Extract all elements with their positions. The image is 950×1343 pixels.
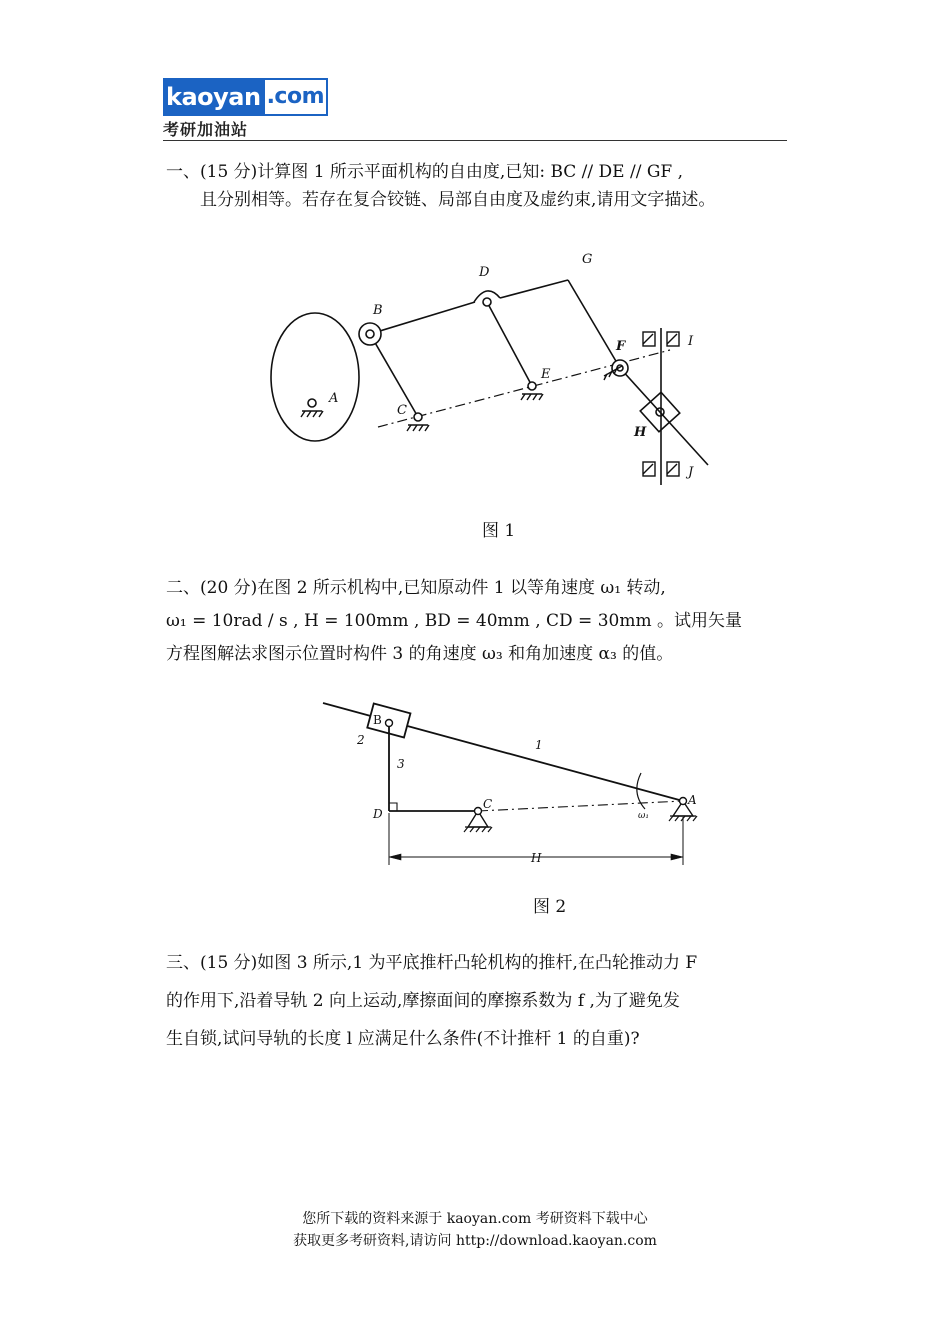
question-1	[166, 158, 786, 214]
label-f: F	[616, 339, 626, 354]
joint-c	[475, 808, 482, 815]
joint-c	[414, 413, 422, 421]
question-3-line-2: 的作用下,沿着导轨 2 向上运动,摩擦面间的摩擦系数为 f ,为了避免发	[166, 991, 680, 1011]
label-i: I	[688, 334, 694, 349]
joint-a	[680, 798, 687, 805]
figure-2-caption: 图 2	[533, 897, 567, 917]
link-bd	[370, 302, 475, 334]
header-divider	[163, 140, 787, 141]
logo-kaoyan-text: kaoyan	[163, 78, 263, 116]
link-fj	[620, 368, 708, 465]
label-g: G	[582, 252, 593, 267]
label-h: H	[634, 425, 647, 440]
joint-b-inner	[366, 330, 374, 338]
link-de	[487, 302, 532, 386]
question-3-line-3: 生自锁,试问导轨的长度 l 应满足什么条件(不计推杆 1 的自重)?	[166, 1029, 640, 1049]
label-d: D	[373, 807, 383, 821]
figure-1-mechanism	[260, 240, 720, 500]
question-2-line-3: 方程图解法求图示位置时构件 3 的角速度 ω₃ 和角加速度 α₃ 的值。	[166, 644, 674, 664]
question-3	[166, 944, 786, 1058]
question-1-line-2: 且分别相等。若存在复合铰链、局部自由度及虚约束,请用文字描述。	[200, 190, 716, 210]
label-h: H	[531, 851, 542, 865]
figure-2-mechanism	[315, 695, 715, 875]
label-b: B	[373, 713, 382, 727]
joint-b	[386, 720, 393, 727]
footer-line-2: 获取更多考研资料,请访问 http://download.kaoyan.com	[293, 1233, 657, 1249]
cam-profile	[271, 313, 359, 441]
question-2	[166, 572, 786, 671]
question-3-line-1: 三、(15 分)如图 3 所示,1 为平底推杆凸轮机构的推杆,在凸轮推动力 F	[166, 953, 698, 973]
label-d: D	[479, 265, 490, 280]
label-a: A	[688, 793, 697, 807]
label-e: E	[541, 367, 551, 382]
label-2: 2	[357, 733, 365, 747]
figure-1-caption: 图 1	[482, 521, 516, 541]
label-j: J	[688, 465, 694, 480]
footer-line-1: 您所下载的资料来源于 kaoyan.com 考研资料下载中心	[302, 1211, 648, 1227]
label-c: C	[397, 403, 407, 418]
label-omega: ω₁	[638, 811, 649, 821]
joint-d	[483, 298, 491, 306]
frame-centerline	[478, 801, 683, 811]
joint-e	[528, 382, 536, 390]
kaoyan-logo	[163, 78, 325, 140]
logo-subtitle: 考研加油站	[163, 120, 249, 139]
link-dg	[500, 280, 568, 298]
label-a: A	[329, 391, 339, 406]
link-gf	[568, 280, 620, 368]
joint-a	[308, 399, 316, 407]
link-bc	[370, 334, 418, 417]
question-1-line-1: 一、(15 分)计算图 1 所示平面机构的自由度,已知: BC // DE // GF ,	[166, 162, 684, 182]
question-2-line-1: 二、(20 分)在图 2 所示机构中,已知原动件 1 以等角速度 ω₁ 转动,	[166, 578, 666, 598]
label-c: C	[483, 797, 493, 811]
question-2-line-2: ω₁ = 10rad / s , H = 100mm , BD = 40mm , CD = 30mm 。试用矢量	[166, 611, 742, 631]
label-b: B	[373, 303, 383, 318]
label-3: 3	[397, 757, 405, 771]
logo-com-text: .com	[263, 78, 328, 116]
label-1: 1	[535, 738, 543, 752]
